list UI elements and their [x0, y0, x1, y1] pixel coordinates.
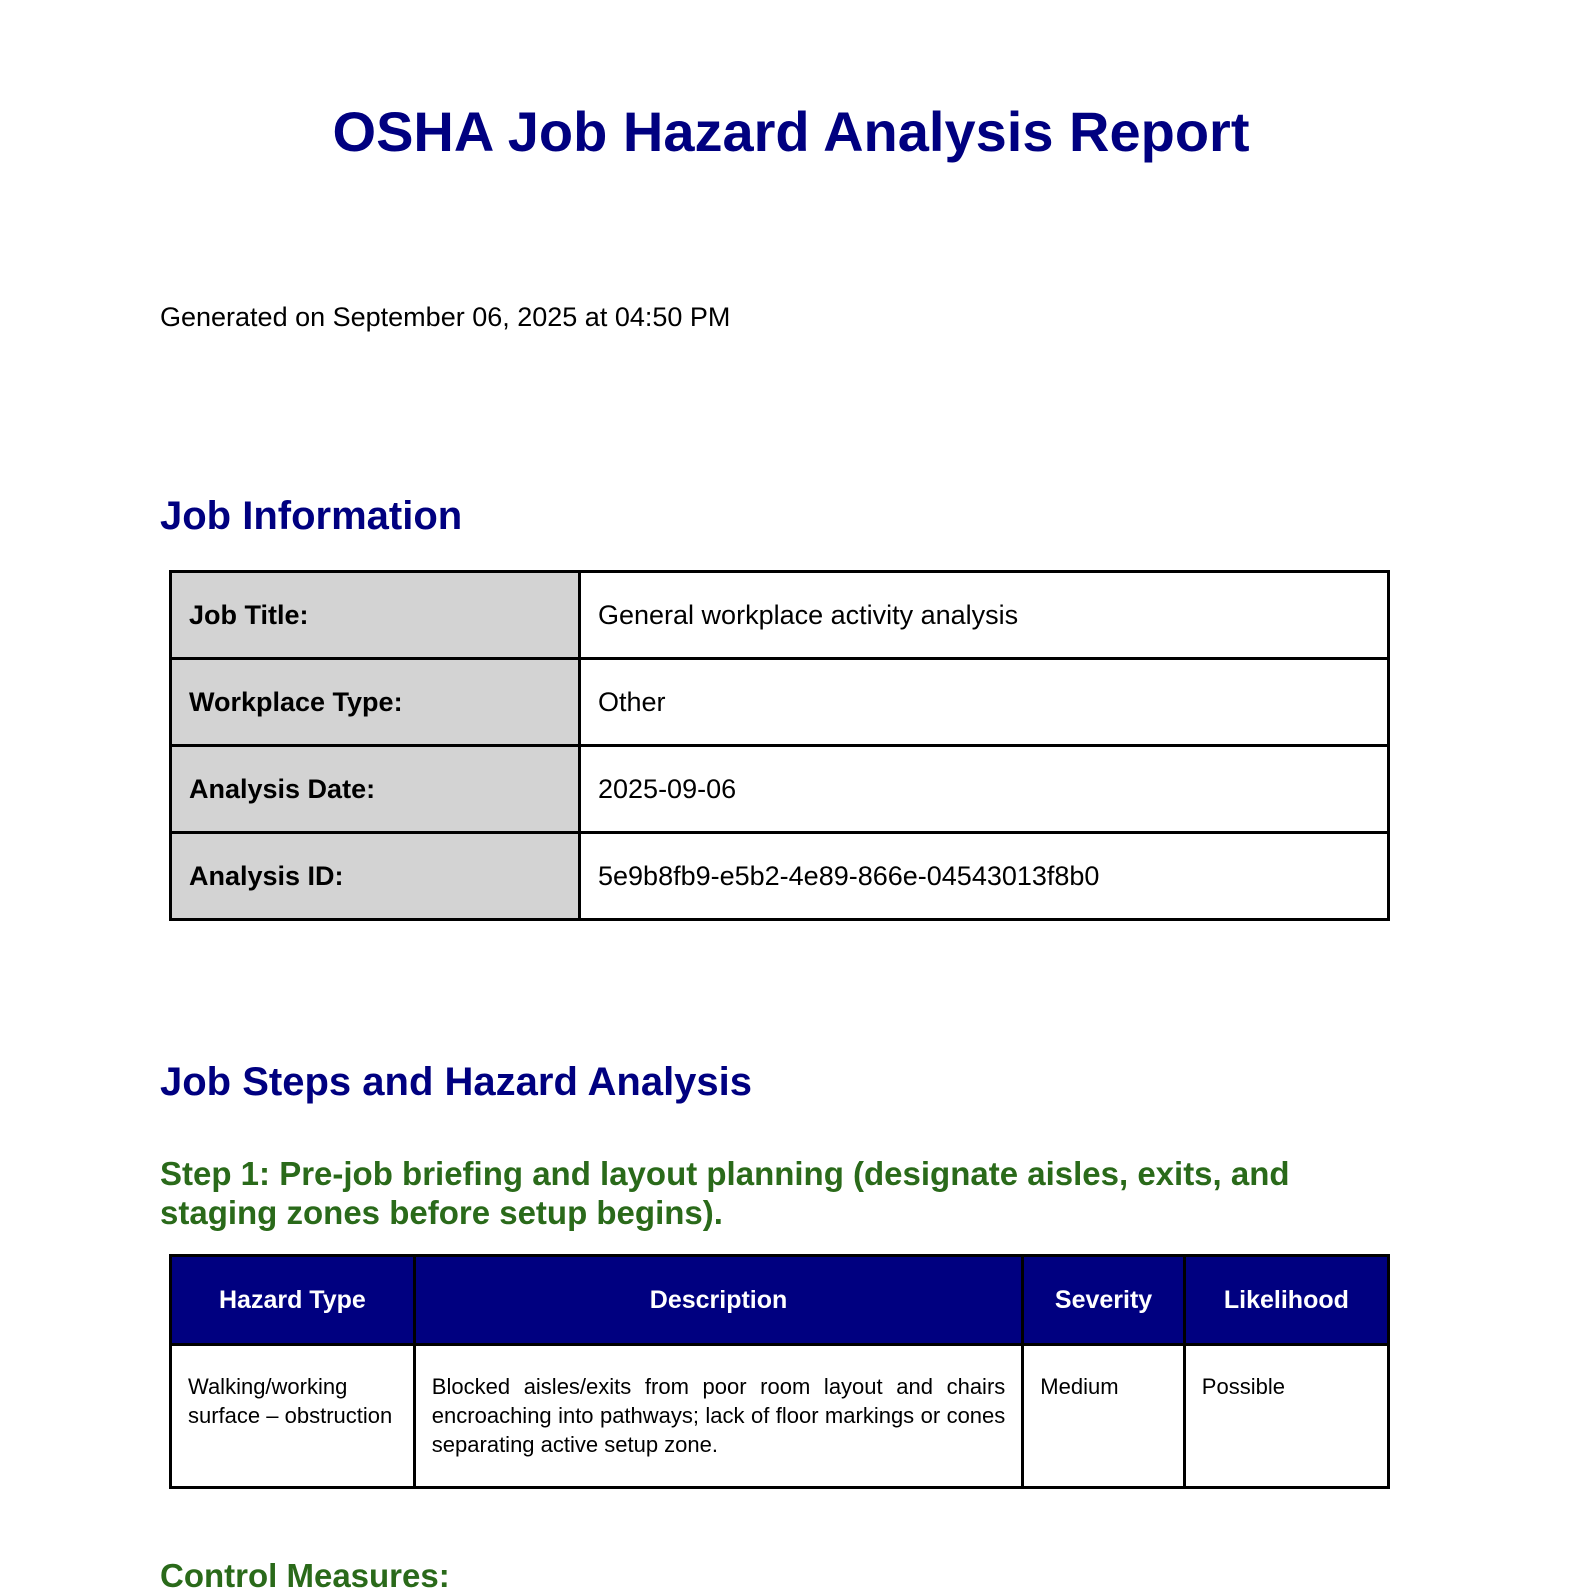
- job-information-heading: Job Information: [160, 494, 463, 538]
- report-title: OSHA Job Hazard Analysis Report: [332, 100, 1250, 163]
- likelihood-header: Likelihood: [1184, 1256, 1388, 1345]
- hazard-table: [169, 1254, 1390, 1489]
- likelihood-cell: Possible: [1184, 1345, 1388, 1488]
- control-measures-heading: Control Measures:: [160, 1557, 450, 1594]
- hazard-type-cell: Walking/working surface – obstruction: [171, 1345, 415, 1488]
- analysis-id-value: 5e9b8fb9-e5b2-4e89-866e-04543013f8b0: [580, 833, 1389, 920]
- hazard-table-header-row: [171, 1256, 1389, 1345]
- hazard-type-header: Hazard Type: [171, 1256, 415, 1345]
- generated-timestamp: Generated on September 06, 2025 at 04:50 PM: [160, 302, 731, 332]
- workplace-type-value: Other: [580, 659, 1389, 746]
- workplace-type-label: Workplace Type:: [171, 659, 580, 746]
- analysis-id-label: Analysis ID:: [171, 833, 580, 920]
- table-row: [171, 572, 1389, 659]
- severity-cell: Medium: [1023, 1345, 1185, 1488]
- description-cell: Blocked aisles/exits from poor room layout and chairs encroaching into pathways; lack of floor markings or cones separating active setup zone.: [414, 1345, 1022, 1488]
- step-1-title: Step 1: Pre-job briefing and layout planning (designate aisles, exits, and staging zones before setup begins).: [160, 1155, 1290, 1231]
- table-row: [171, 659, 1389, 746]
- job-information-table: [169, 570, 1390, 921]
- job-title-label: Job Title:: [171, 572, 580, 659]
- analysis-date-label: Analysis Date:: [171, 746, 580, 833]
- table-row: [171, 833, 1389, 920]
- description-header: Description: [414, 1256, 1022, 1345]
- job-steps-heading: Job Steps and Hazard Analysis: [160, 1060, 753, 1104]
- job-title-value: General workplace activity analysis: [580, 572, 1389, 659]
- table-row: [171, 746, 1389, 833]
- severity-header: Severity: [1023, 1256, 1185, 1345]
- table-row: [171, 1345, 1389, 1488]
- analysis-date-value: 2025-09-06: [580, 746, 1389, 833]
